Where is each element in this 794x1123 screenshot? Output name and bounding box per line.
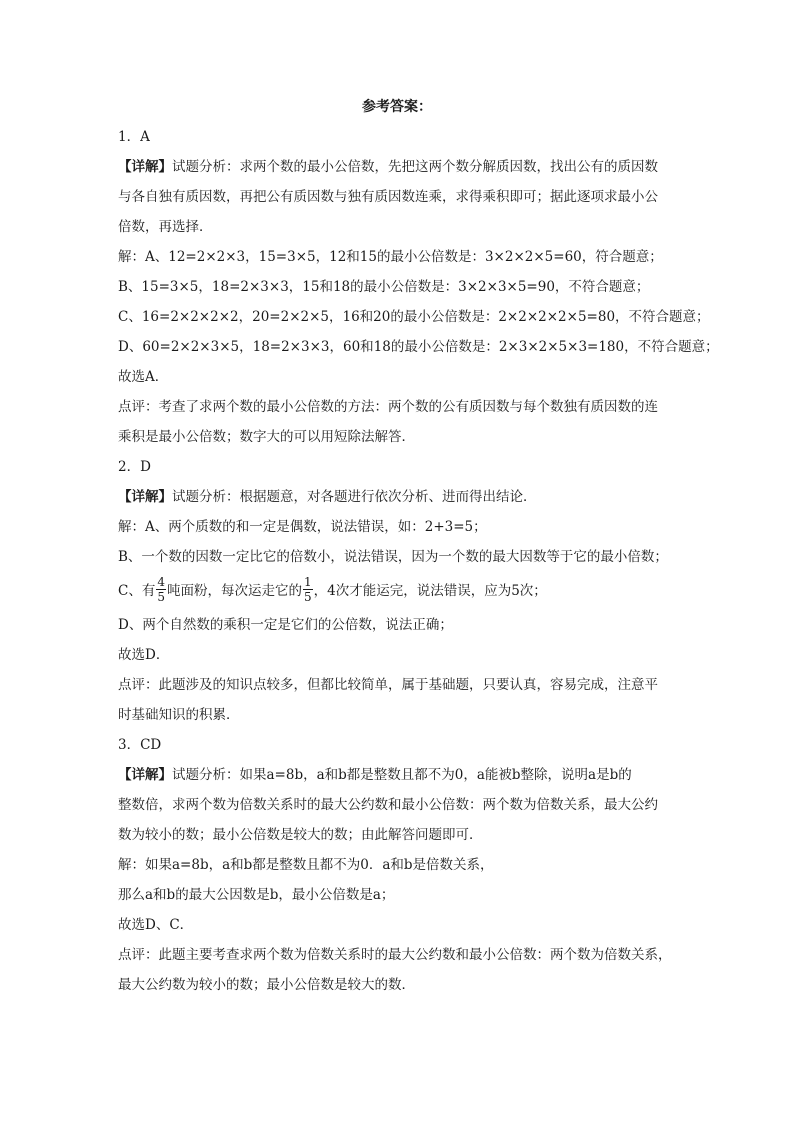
fraction-denominator: 5	[303, 590, 312, 604]
q1-detail-line-2: 与各自独有质因数，再把公有质因数与独有质因数连乘，求得乘积即可；据此逐项求最小公	[118, 189, 658, 205]
q3-detail-tag: 【详解】	[118, 767, 172, 783]
q3-detail-text-1: 试题分析：如果a=8b，a和b都是整数且都不为0，a能被b整除，说明a是b的	[172, 767, 632, 783]
q3-choice: 故选D、C．	[118, 917, 194, 933]
q1-solution-d: D、60=2×2×3×5，18=2×3×3，60和18的最小公倍数是：2×3×2×5×3=180，不符合题意；	[118, 339, 719, 355]
q1-detail-line-3: 倍数，再选择．	[118, 219, 213, 235]
q1-choice: 故选A．	[118, 369, 169, 385]
q1-solution-a: 解：A、12=2×2×3，15=3×5，12和15的最小公倍数是：3×2×2×5=60，符合题意；	[118, 249, 663, 265]
q1-solution-b: B、15=3×5，18=2×3×3，15和18的最小公倍数是：3×2×3×5=90，不符合题意；	[118, 279, 650, 295]
q2-solution-c	[118, 572, 676, 610]
q2-detail-line-1	[118, 482, 676, 512]
q3-detail-line-2: 整数倍，求两个数为倍数关系时的最大公约数和最小公倍数：两个数为倍数关系，最大公约	[118, 797, 658, 813]
q1-detail-line-1	[118, 152, 676, 182]
fraction-four-fifths	[156, 576, 166, 603]
q3-head: 3．CD	[118, 737, 162, 753]
fraction-one-fifth	[303, 576, 313, 603]
fraction-numerator: 1	[303, 575, 312, 589]
q2-head: 2．D	[118, 459, 151, 475]
q2-detail-tag: 【详解】	[118, 489, 172, 505]
q2-solution-b: B、一个数的因数一定比它的倍数小，说法错误，因为一个数的最大因数等于它的最小倍数；	[118, 549, 668, 565]
q2-solution-c-mid: 吨面粉，每次运走它的	[166, 583, 302, 599]
q3-solution-line-1: 解：如果a=8b，a和b都是整数且都不为0．a和b是倍数关系，	[118, 857, 494, 873]
q1-solution-c: C、16=2×2×2×2，20=2×2×5，16和20的最小公倍数是：2×2×2×2×5=80，不符合题意；	[118, 309, 710, 325]
q3-detail-line-3: 数为较小的数；最小公倍数是较大的数；由此解答问题即可．	[118, 827, 483, 843]
q2-solution-a: 解：A、两个质数的和一定是偶数，说法错误，如：2+3=5；	[118, 519, 487, 535]
q2-detail-text-1: 试题分析：根据题意，对各题进行依次分析、进而得出结论．	[172, 489, 537, 505]
q2-choice: 故选D．	[118, 647, 170, 663]
q1-head: 1．A	[118, 129, 150, 145]
fraction-denominator: 5	[157, 590, 165, 604]
q2-comment-line-2: 时基础知识的积累．	[118, 707, 240, 723]
q2-solution-c-pre: C、有	[118, 583, 156, 599]
q2-solution-d: D、两个自然数的乘积一定是它们的公倍数，说法正确；	[118, 617, 453, 633]
q3-solution-line-2: 那么a和b的最大公因数是b，最小公倍数是a；	[118, 887, 395, 903]
q3-comment-line-1: 点评：此题主要考查求两个数为倍数关系时的最大公约数和最小公倍数：两个数为倍数关系，	[118, 947, 672, 963]
q1-detail-tag: 【详解】	[118, 159, 172, 175]
q1-comment-line-2: 乘积是最小公倍数；数字大的可以用短除法解答．	[118, 429, 415, 445]
page-title: 参考答案：	[362, 99, 432, 115]
q1-comment-line-1: 点评：考查了求两个数的最小公倍数的方法：两个数的公有质因数与每个数独有质因数的连	[118, 399, 658, 415]
fraction-numerator: 4	[157, 575, 165, 589]
q3-detail-line-1	[118, 760, 676, 790]
q2-solution-c-post: ，4次才能运完，说法错误，应为5次；	[313, 583, 547, 599]
q1-detail-text-1: 试题分析：求两个数的最小公倍数，先把这两个数分解质因数，找出公有的质因数	[172, 159, 658, 175]
q2-comment-line-1: 点评：此题涉及的知识点较多，但都比较简单，属于基础题，只要认真，容易完成，注意平	[118, 677, 658, 693]
q3-comment-line-2: 最大公约数为较小的数；最小公倍数是较大的数．	[118, 977, 415, 993]
